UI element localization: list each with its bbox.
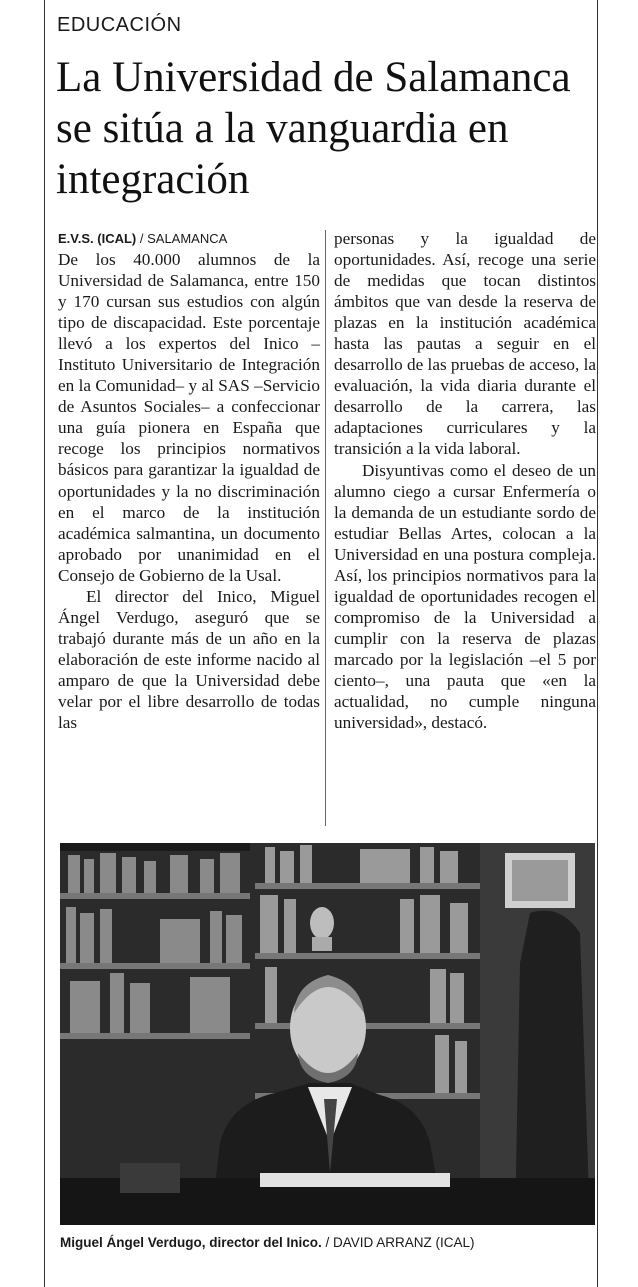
headline: La Universidad de Salamanca se sitúa a la vanguardia en integración [56,54,571,203]
byline [58,228,320,249]
caption-text: Miguel Ángel Verdugo, director del Inico. [60,1235,322,1250]
byline-separator: / [136,231,148,246]
article-column-right [334,228,596,733]
paragraph-2-part-2: personas y la igualdad de oportunidades. Así, recoge una serie de medidas que tocan distintos ámbitos que van desde la reserva de plazas en la institución académica hasta las pautas a seguir en el desarrollo de las pruebas de acceso, la evaluación, la vida diaria durante el desarrollo de la carrera, las adaptaciones curriculares y la transición a la vida laboral. [334,229,596,459]
left-border-rule [44,0,45,1287]
byline-location: SALAMANCA [147,231,228,246]
article-column-left [58,228,320,733]
article-photo [60,843,595,1225]
byline-author: E.V.S. (ICAL) [58,231,137,246]
paragraph-1: De los 40.000 alumnos de la Universidad de Salamanca, entre 150 y 170 cursan sus estudios con algún tipo de discapacidad. Este porcentaje llevó a los expertos del Inico –Instituto Universitario de Integración en la Comunidad– y al SAS –Servicio de Asuntos Sociales– a confeccionar una guía pionera en España que recoge los principios normativos básicos para garantizar la igualdad de oportunidades y la no discriminación en el marco de la institución académica salmantina, un documento aprobado por unanimidad en el Consejo de Gobierno de la Usal. [58,250,320,585]
photo-caption [60,1235,475,1250]
column-divider [325,230,326,826]
paragraph-3: Disyuntivas como el deseo de un alumno ciego a cursar Enfermería o la demanda de un estudiante sordo de estudiar Bellas Artes, colocan a la Universidad en una postura compleja. Así, los principios normativos para la igualdad de oportunidades recogen el compromiso de la Universidad a cumplir con la reserva de plazas marcado por la legislación –el 5 por ciento–, una pauta que «en la actualidad, no cumple ninguna universidad», destacó. [334,460,596,733]
section-label: EDUCACIÓN [57,14,182,36]
photo-illustration [60,843,595,1225]
caption-credit: / DAVID ARRANZ (ICAL) [321,1235,475,1250]
paragraph-2-part-1: El director del Inico, Miguel Ángel Verdugo, aseguró que se trabajó durante más de un año en la elaboración de este informe nacido al amparo de que la Universidad debe velar por el libre desarrollo de todas las [58,586,320,733]
right-border-rule [597,0,598,1287]
